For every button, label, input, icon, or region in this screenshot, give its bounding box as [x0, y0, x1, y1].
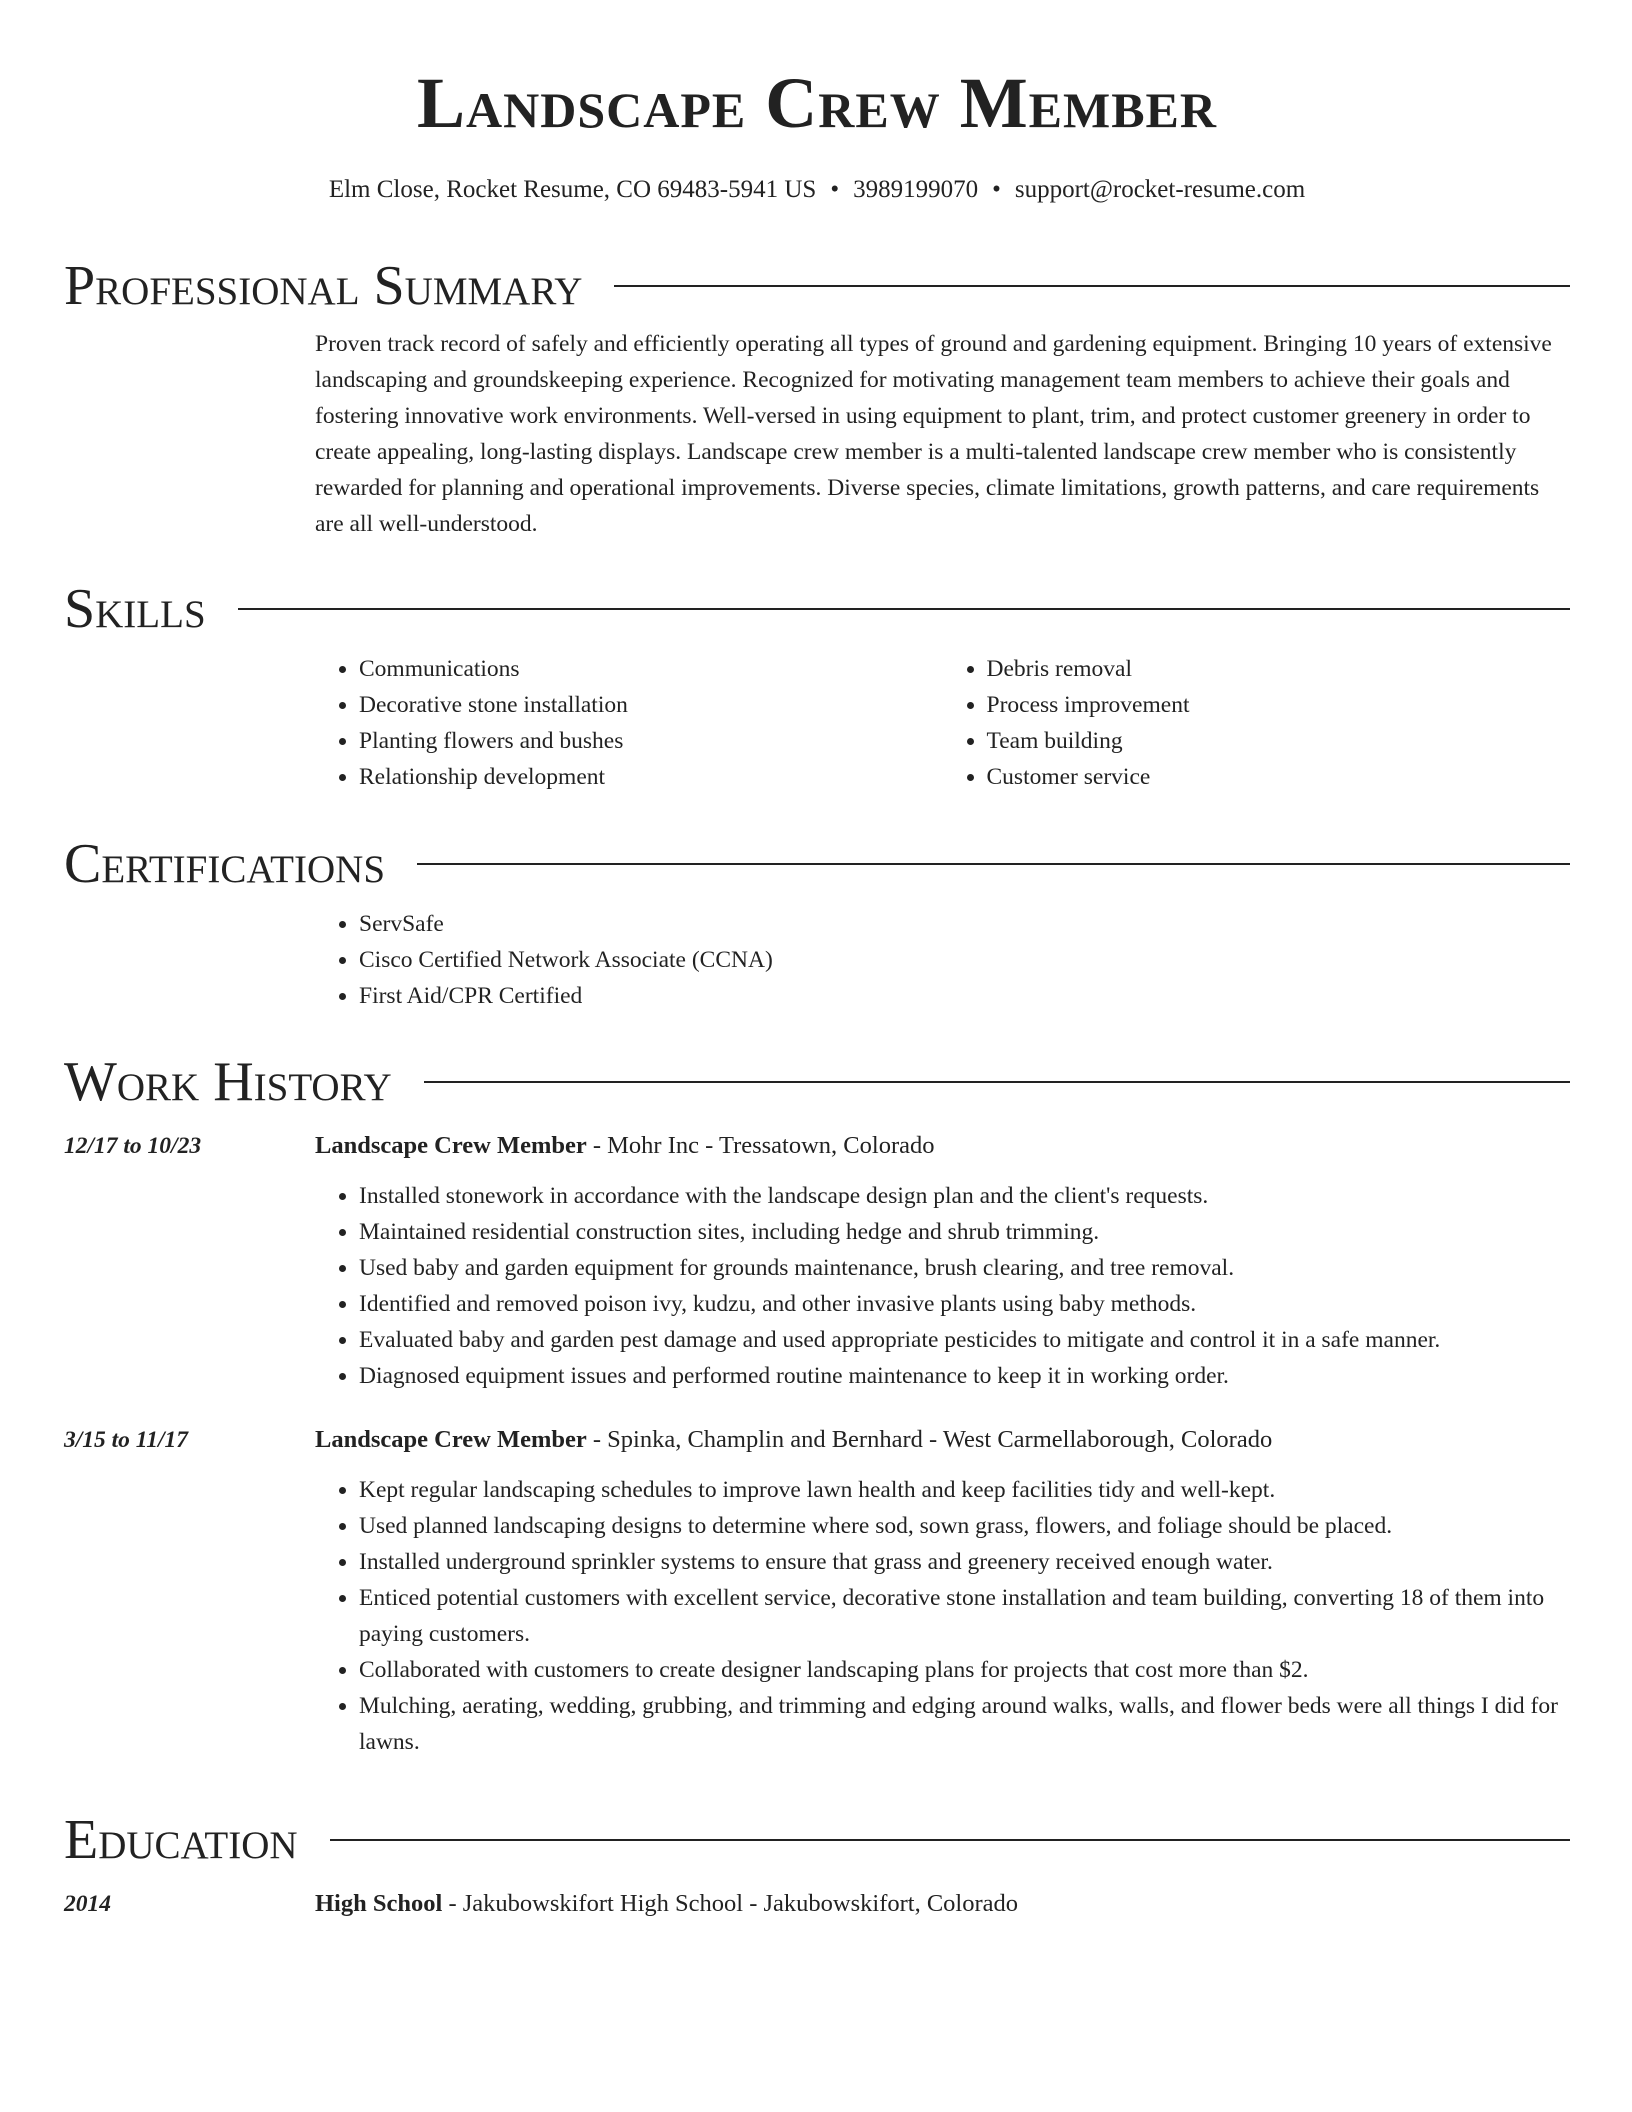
job-employer: - Spinka, Champlin and Bernhard - West Carmellaborough, Colorado: [586, 1426, 1273, 1453]
section-divider: [424, 1081, 1570, 1083]
certification-item: • First Aid/CPR Certified: [359, 978, 1570, 1014]
contact-line: [64, 172, 1570, 208]
certification-item: • ServSafe: [359, 906, 1570, 942]
skill-item: • Team building: [987, 723, 1571, 759]
job-dates: 12/17 to 10/23: [64, 1133, 202, 1159]
job-bullet: • Kept regular landscaping schedules to improve lawn health and keep facilities tidy and well-kept.: [359, 1472, 1570, 1508]
job-bullet: • Enticed potential customers with excellent service, decorative stone installation and team building, converting 18 of them into paying customers.: [359, 1580, 1570, 1652]
skill-item: • Customer service: [987, 759, 1571, 795]
skill-item: • Communications: [359, 651, 943, 687]
job-header: [64, 1422, 1570, 1458]
job-title: Landscape Crew Member: [315, 1132, 587, 1159]
skill-item: • Planting flowers and bushes: [359, 723, 943, 759]
education-year: 2014: [64, 1891, 111, 1917]
certifications-heading-row: [64, 834, 1570, 894]
section-divider: [238, 608, 1570, 610]
certification-item: • Cisco Certified Network Associate (CCNA): [359, 942, 1570, 978]
education-degree: High School: [315, 1890, 443, 1917]
skill-item: • Decorative stone installation: [359, 687, 943, 723]
job-bullet: • Mulching, aerating, wedding, grubbing, and trimming and edging around walks, walls, and flower beds were all things I did for lawns.: [359, 1688, 1570, 1760]
skills-section: [64, 579, 1570, 795]
section-divider: [417, 863, 1570, 865]
resume-name: Landscape Crew Member: [416, 63, 1218, 143]
job-entry: [64, 1422, 1570, 1760]
certifications-section: [64, 834, 1570, 1014]
job-bullet: • Used baby and garden equipment for grounds maintenance, brush clearing, and tree removal.: [359, 1250, 1570, 1286]
skills-heading: Skills: [64, 578, 206, 640]
job-bullet: • Identified and removed poison ivy, kudzu, and other invasive plants using baby methods.: [359, 1286, 1570, 1322]
summary-heading: Professional Summary: [64, 255, 583, 317]
job-bullet-list: [315, 1472, 1570, 1760]
contact-address: Elm Close, Rocket Resume, CO 69483-5941 US: [328, 176, 817, 203]
work-history-heading: Work History: [64, 1051, 392, 1113]
job-bullet: • Diagnosed equipment issues and performed routine maintenance to keep it in working order.: [359, 1358, 1570, 1394]
job-bullet: • Installed stonework in accordance with the landscape design plan and the client's requests.: [359, 1178, 1570, 1214]
section-divider: [614, 285, 1570, 287]
job-employer: - Mohr Inc - Tressatown, Colorado: [586, 1132, 935, 1159]
work-history-section: [64, 1052, 1570, 1760]
job-bullet: • Collaborated with customers to create designer landscaping plans for projects that cost more than $2.: [359, 1652, 1570, 1688]
education-entry: [64, 1886, 1570, 1922]
job-bullet: • Maintained residential construction sites, including hedge and shrub trimming.: [359, 1214, 1570, 1250]
education-school: - Jakubowskifort High School - Jakubowskifort, Colorado: [442, 1890, 1019, 1917]
education-heading-row: [64, 1810, 1570, 1870]
summary-text: Proven track record of safely and efficiently operating all types of ground and gardening equipment. Bringing 10 years of extensive landscaping and groundskeeping experience. Recognized for motivating management team members to achieve their goals and fostering innovative work environments. Well-versed in using equipment to plant, trim, and protect customer greenery in order to create appealing, long-lasting displays. Landscape crew member is a multi-talented landscape crew member who is consistently rewarded for planning and operational improvements. Diverse species, climate limitations, growth patterns, and care requirements are all well-understood.: [315, 331, 1552, 537]
summary-heading-row: [64, 256, 1570, 316]
skills-list-left: [315, 651, 943, 795]
contact-separator: •: [992, 176, 1001, 203]
job-bullet: • Used planned landscaping designs to determine where sod, sown grass, flowers, and foliage should be placed.: [359, 1508, 1570, 1544]
skills-list-right: [943, 651, 1571, 795]
skill-item: • Relationship development: [359, 759, 943, 795]
job-title-line: [315, 1422, 1272, 1458]
job-header: [64, 1128, 1570, 1164]
job-bullet-list: [315, 1178, 1570, 1394]
skill-item: • Process improvement: [987, 687, 1571, 723]
contact-email: support@rocket-resume.com: [1014, 176, 1306, 203]
job-dates: 3/15 to 11/17: [64, 1427, 189, 1453]
job-title: Landscape Crew Member: [315, 1426, 587, 1453]
section-divider: [330, 1839, 1570, 1841]
skill-item: • Debris removal: [987, 651, 1571, 687]
job-bullet: • Evaluated baby and garden pest damage and used appropriate pesticides to mitigate and control it in a safe manner.: [359, 1322, 1570, 1358]
contact-separator: •: [830, 176, 840, 203]
work-history-heading-row: [64, 1052, 1570, 1112]
education-heading: Education: [64, 1809, 298, 1871]
education-section: [64, 1810, 1570, 1922]
job-title-line: [315, 1128, 934, 1164]
job-bullet: • Installed underground sprinkler systems to ensure that grass and greenery received enough water.: [359, 1544, 1570, 1580]
job-entry: [64, 1128, 1570, 1394]
education-line: [315, 1886, 1018, 1922]
certifications-heading: Certifications: [64, 833, 386, 895]
skills-grid: [315, 651, 1570, 795]
skills-heading-row: [64, 579, 1570, 639]
summary-section: [64, 256, 1570, 542]
contact-phone: 3989199070: [853, 176, 979, 203]
certifications-list: [315, 906, 1570, 1014]
